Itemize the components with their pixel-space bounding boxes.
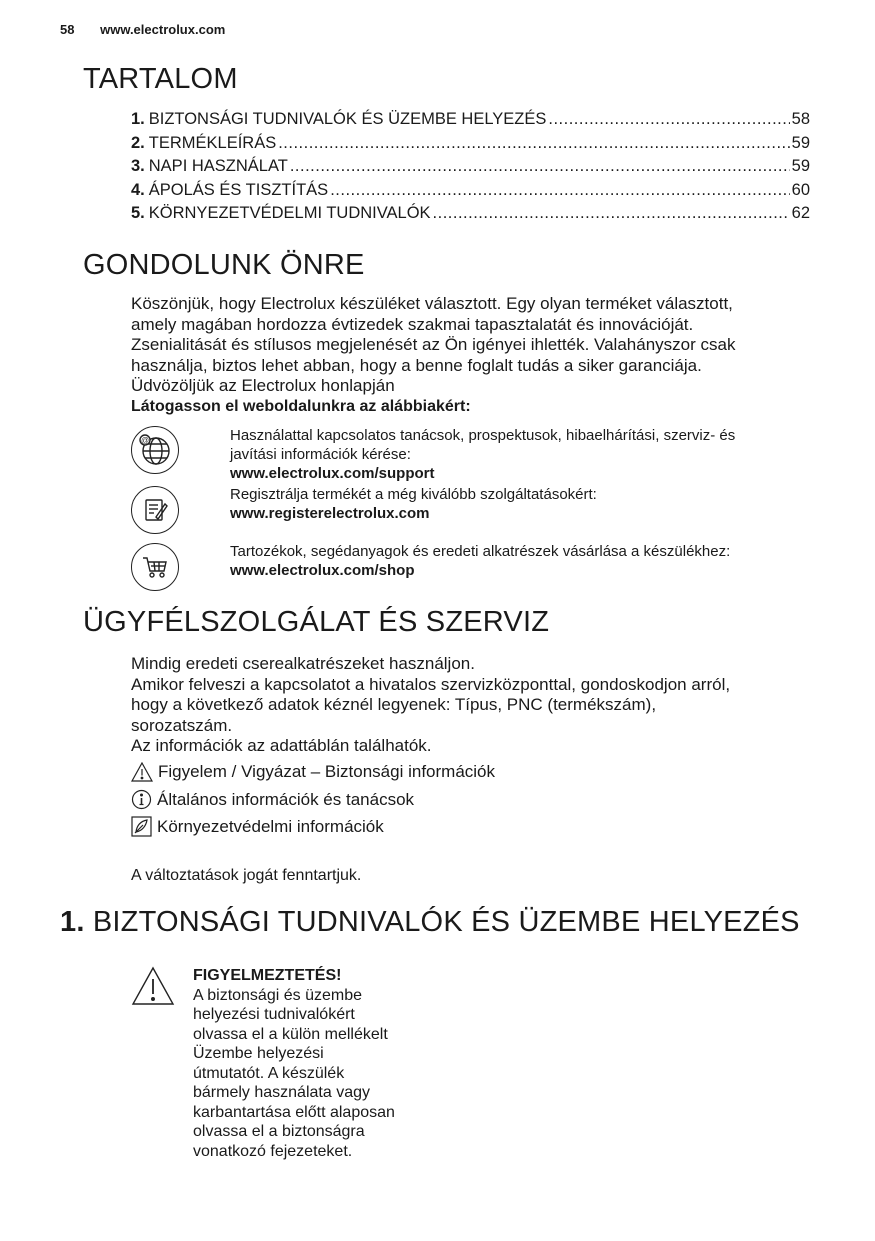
svg-text:@: @ (140, 436, 150, 445)
section-title-thinking: GONDOLUNK ÖNRE (83, 249, 365, 281)
toc-leader-dots (290, 157, 790, 176)
rights-note: A változtatások jogát fenntartjuk. (131, 867, 362, 884)
toc-item-page: 60 (791, 180, 810, 199)
shop-link-row: Tartozékok, segédanyagok és eredeti alkatrészek vásárlása a készülékhez: www.electrolux.com/shop (131, 542, 811, 598)
support-link-row: @ Használattal kapcsolatos tanácsok, prospektusok, hibaelhárítási, szerviz- és javítási információk kérése: www.electrolux.com/support (131, 424, 811, 484)
warning-block: FIGYELMEZTETÉS! A biztonsági és üzembe helyezési tudnivalókért olvassa el a külön mellékelt Üzembe helyezési útmutatót. A készülék bármely használata vagy karbantartása előtt alaposan olvassa el a biztonságra vonatkozó fejezeteket. (193, 966, 433, 1161)
shopping-cart-icon (131, 543, 179, 591)
section-title-safety: 1. BIZTONSÁGI TUDNIVALÓK ÉS ÜZEMBE HELYEZÉS (60, 906, 800, 938)
page-header (60, 22, 225, 37)
toc-item-page: 62 (791, 204, 810, 222)
legend-warning: Figyelem / Vigyázat – Biztonsági információk (131, 762, 495, 782)
warning-triangle-icon (131, 762, 153, 782)
toc-item-page: 59 (791, 133, 810, 152)
toc-item-page: 59 (791, 157, 810, 175)
toc-item[interactable]: 5. KÖRNYEZETVÉDELMI TUDNIVALÓK ..... 62 (131, 204, 810, 228)
register-link-row: Regisztrálja termékét a még kiválóbb szolgáltatásokért: www.registerelectrolux.com (131, 484, 811, 540)
toc-item-label: TERMÉKLEÍRÁS (148, 133, 277, 152)
toc-leader-dots (278, 134, 789, 153)
toc-item-label: KÖRNYEZETVÉDELMI TUDNIVALÓK (148, 204, 431, 222)
leaf-icon (131, 816, 152, 837)
toc-item[interactable]: 4. ÁPOLÁS ÉS TISZTÍTÁS ..... 60 (131, 181, 810, 205)
globe-icon (131, 426, 179, 474)
register-link[interactable]: www.registerelectrolux.com (230, 505, 430, 522)
register-icon (131, 486, 179, 534)
support-link[interactable]: www.electrolux.com/support (230, 465, 435, 482)
shop-link[interactable]: www.electrolux.com/shop (230, 562, 415, 579)
toc-leader-dots (433, 204, 790, 223)
toc-item[interactable]: 2. TERMÉKLEÍRÁS ..... 59 (131, 134, 810, 158)
toc-title: TARTALOM (83, 63, 238, 95)
legend-environment: Környezetvédelmi információk (131, 816, 384, 837)
toc-leader-dots (330, 181, 789, 200)
toc-item-label: NAPI HASZNÁLAT (148, 157, 288, 175)
toc-item-label: ÁPOLÁS ÉS TISZTÍTÁS (148, 180, 329, 199)
section-title-service: ÜGYFÉLSZOLGÁLAT ÉS SZERVIZ (83, 606, 550, 638)
toc-item[interactable]: 3. NAPI HASZNÁLAT ..... 59 (131, 157, 810, 181)
service-paragraph: Mindig eredeti cserealkatrészeket használjon. Amikor felveszi a kapcsolatot a hivatalos szervizközponttal, gondoskodjon arról, hogy a következő adatok kéznél legyenek: Típus, PNC (termékszám), sorozatszám. Az információk az adattáblán találhatók. (131, 654, 731, 755)
toc-item-page: 58 (791, 110, 810, 128)
toc-leader-dots (548, 110, 789, 129)
visit-label: Látogasson el weboldalunkra az alábbiakért: (131, 397, 471, 415)
legend-info: Általános információk és tanácsok (131, 789, 414, 810)
page-number: 58 (60, 22, 75, 37)
warning-triangle-icon (131, 966, 175, 1011)
table-of-contents (131, 110, 810, 228)
toc-item-label: BIZTONSÁGI TUDNIVALÓK ÉS ÜZEMBE HELYEZÉS (148, 110, 547, 128)
warning-title: FIGYELMEZTETÉS! (193, 967, 342, 984)
header-url: www.electrolux.com (100, 22, 226, 37)
thinking-paragraph: Köszönjük, hogy Electrolux készüléket választott. Egy olyan terméket választott, amely magában hordozza évtizedek szakmai tapasztalatát és innovációját. Zsenialitását és stílusos megjelenését az Ön igényei ihlették. Valahányszor csak használja, biztos lehet abban, hogy a benne foglalt tudás a siker garanciája. Üdvözöljük az Electrolux honlapján Látogasson el weboldalunkra az alábbiakért: (131, 294, 735, 417)
info-icon (131, 789, 152, 810)
toc-item[interactable]: 1. BIZTONSÁGI TUDNIVALÓK ÉS ÜZEMBE HELYEZÉS ..... 58 (131, 110, 810, 134)
